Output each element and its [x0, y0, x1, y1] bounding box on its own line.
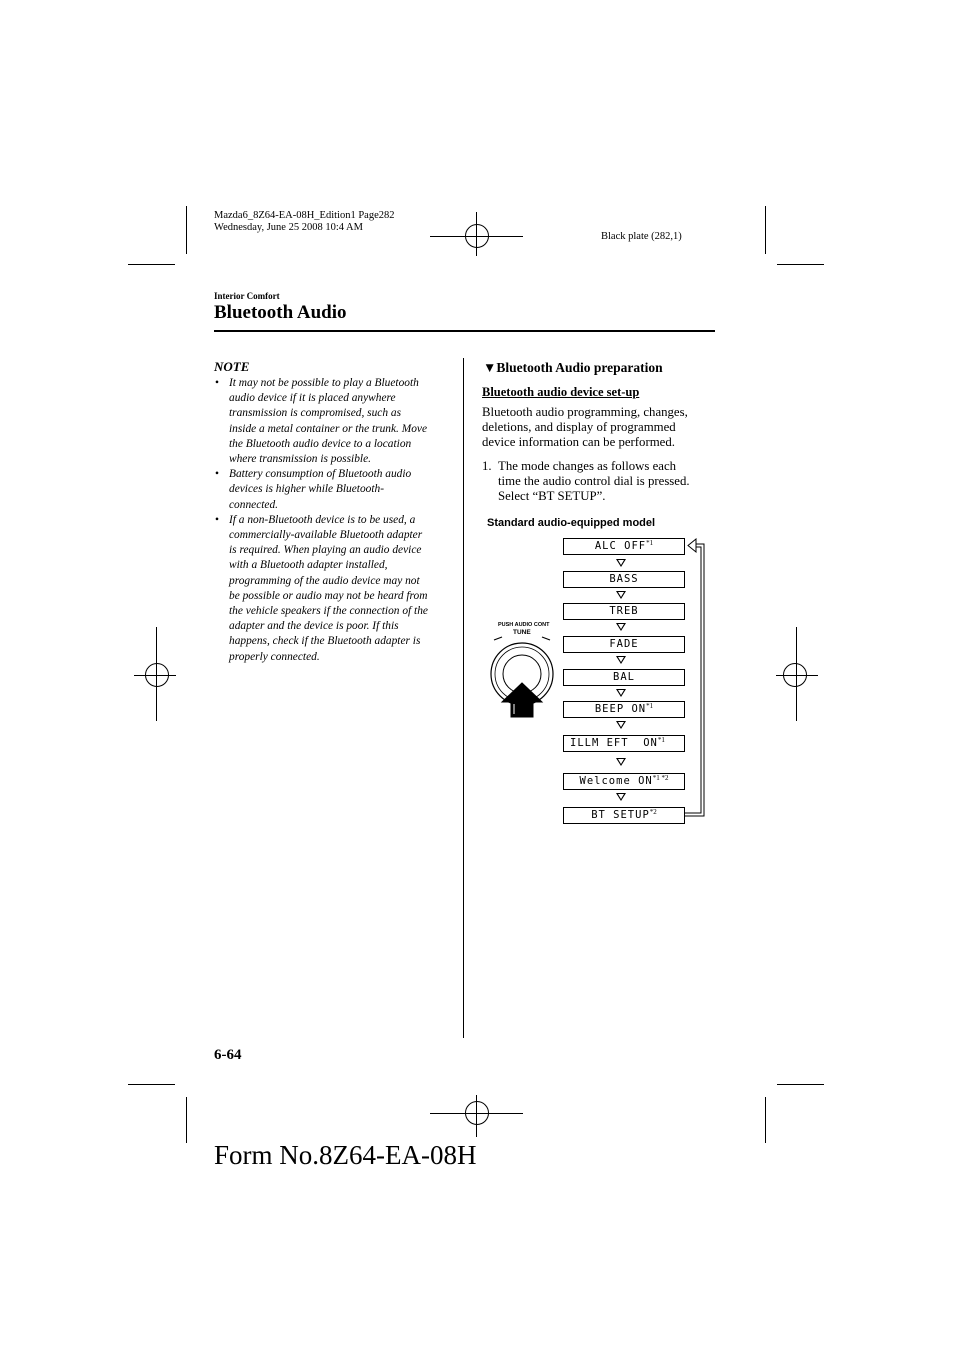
underlined-heading: Bluetooth audio device set-up	[482, 385, 640, 399]
note-item: • If a non-Bluetooth device is to be used, a commercially-available Bluetooth adapter is required. When playing an audio device with a Bluetooth adapter installed, programming of the audio device may not be possible or audio may not be heard from the vehicle speakers if the connection of the adapter and the device is poor. If this happens, check if the Bluetooth adapter is properly connected.	[215, 513, 428, 663]
step-text: The mode changes as follows each time the audio control dial is pressed. Select “BT SETUP”.	[498, 459, 690, 503]
crop-mark	[777, 264, 824, 265]
note-item: • Battery consumption of Bluetooth audio devices is higher while Bluetooth- connected.	[215, 468, 412, 511]
crop-mark	[186, 206, 187, 254]
arrow-down-icon	[616, 559, 626, 567]
mode-display-bt-setup: BT SETUP$^{*2}$	[563, 807, 685, 824]
page-number: 6-64	[214, 1047, 242, 1063]
file-info	[214, 210, 395, 234]
mode-display-fade: FADE	[563, 636, 685, 653]
registration-circle-icon	[783, 663, 807, 687]
figure-caption: Standard audio-equipped model	[487, 517, 656, 529]
arrow-down-icon	[616, 793, 626, 801]
triangle-down-icon: ▼	[483, 360, 497, 375]
page-title: Bluetooth Audio	[214, 302, 347, 323]
dial-label: PUSH AUDIO CONT	[498, 622, 550, 628]
crop-mark	[765, 206, 766, 254]
mode-display-beep: BEEP ON$^{*1}$	[563, 701, 685, 718]
arrow-down-icon	[616, 656, 626, 664]
arrow-down-icon	[616, 591, 626, 599]
registration-circle-icon	[465, 224, 489, 248]
section-name: Interior Comfort	[214, 291, 280, 301]
file-info-line: Mazda6_8Z64-EA-08H_Edition1 Page282	[214, 210, 395, 221]
note-heading: NOTE	[214, 359, 250, 374]
registration-circle-icon	[145, 663, 169, 687]
mode-display-welcome: Welcome $ON^{*1 *2}$	[563, 773, 685, 790]
registration-circle-icon	[465, 1101, 489, 1125]
crop-mark	[128, 264, 175, 265]
arrow-down-icon	[616, 623, 626, 631]
note-list	[214, 376, 450, 665]
arrow-down-icon	[616, 758, 626, 766]
mode-display-bass: BASS	[563, 571, 685, 588]
arrow-down-icon	[616, 689, 626, 697]
crop-mark	[777, 1084, 824, 1085]
arrow-down-icon	[616, 721, 626, 729]
crop-mark	[186, 1097, 187, 1143]
mode-display-alc: ALC OFF$^{*1}$	[563, 538, 685, 555]
title-rule	[214, 330, 715, 332]
note-item: • It may not be possible to play a Bluetooth audio device if it is placed anywhere transmission is compromised, such as inside a metal container or the trunk. Move the Bluetooth audio device to a location where transmission is possible.	[215, 377, 428, 466]
subheading	[483, 360, 663, 376]
mode-display-bal: BAL	[563, 669, 685, 686]
column-divider	[463, 358, 464, 1038]
bullet: •	[215, 468, 219, 481]
tune-label: TUNE	[513, 629, 531, 636]
bullet: •	[215, 377, 219, 389]
mode-display-illm: ILLM EFT ON$^{*1}$	[563, 735, 685, 752]
subheading-text: Bluetooth Audio preparation	[496, 360, 663, 375]
form-number: Form No.8Z64-EA-08H	[214, 1140, 477, 1170]
plate-label: Black plate (282,1)	[601, 231, 682, 242]
crop-mark	[128, 1084, 175, 1085]
step-number: 1.	[482, 459, 492, 473]
file-info-date: Wednesday, June 25 2008 10:4 AM	[214, 222, 363, 233]
crop-mark	[765, 1097, 766, 1143]
return-loop-arrow-icon	[684, 538, 710, 822]
intro-paragraph: Bluetooth audio programming, changes, deletions, and display of programmed device information can be performed.	[482, 405, 688, 449]
mode-display-treb: TREB	[563, 603, 685, 620]
bullet: •	[215, 513, 219, 526]
